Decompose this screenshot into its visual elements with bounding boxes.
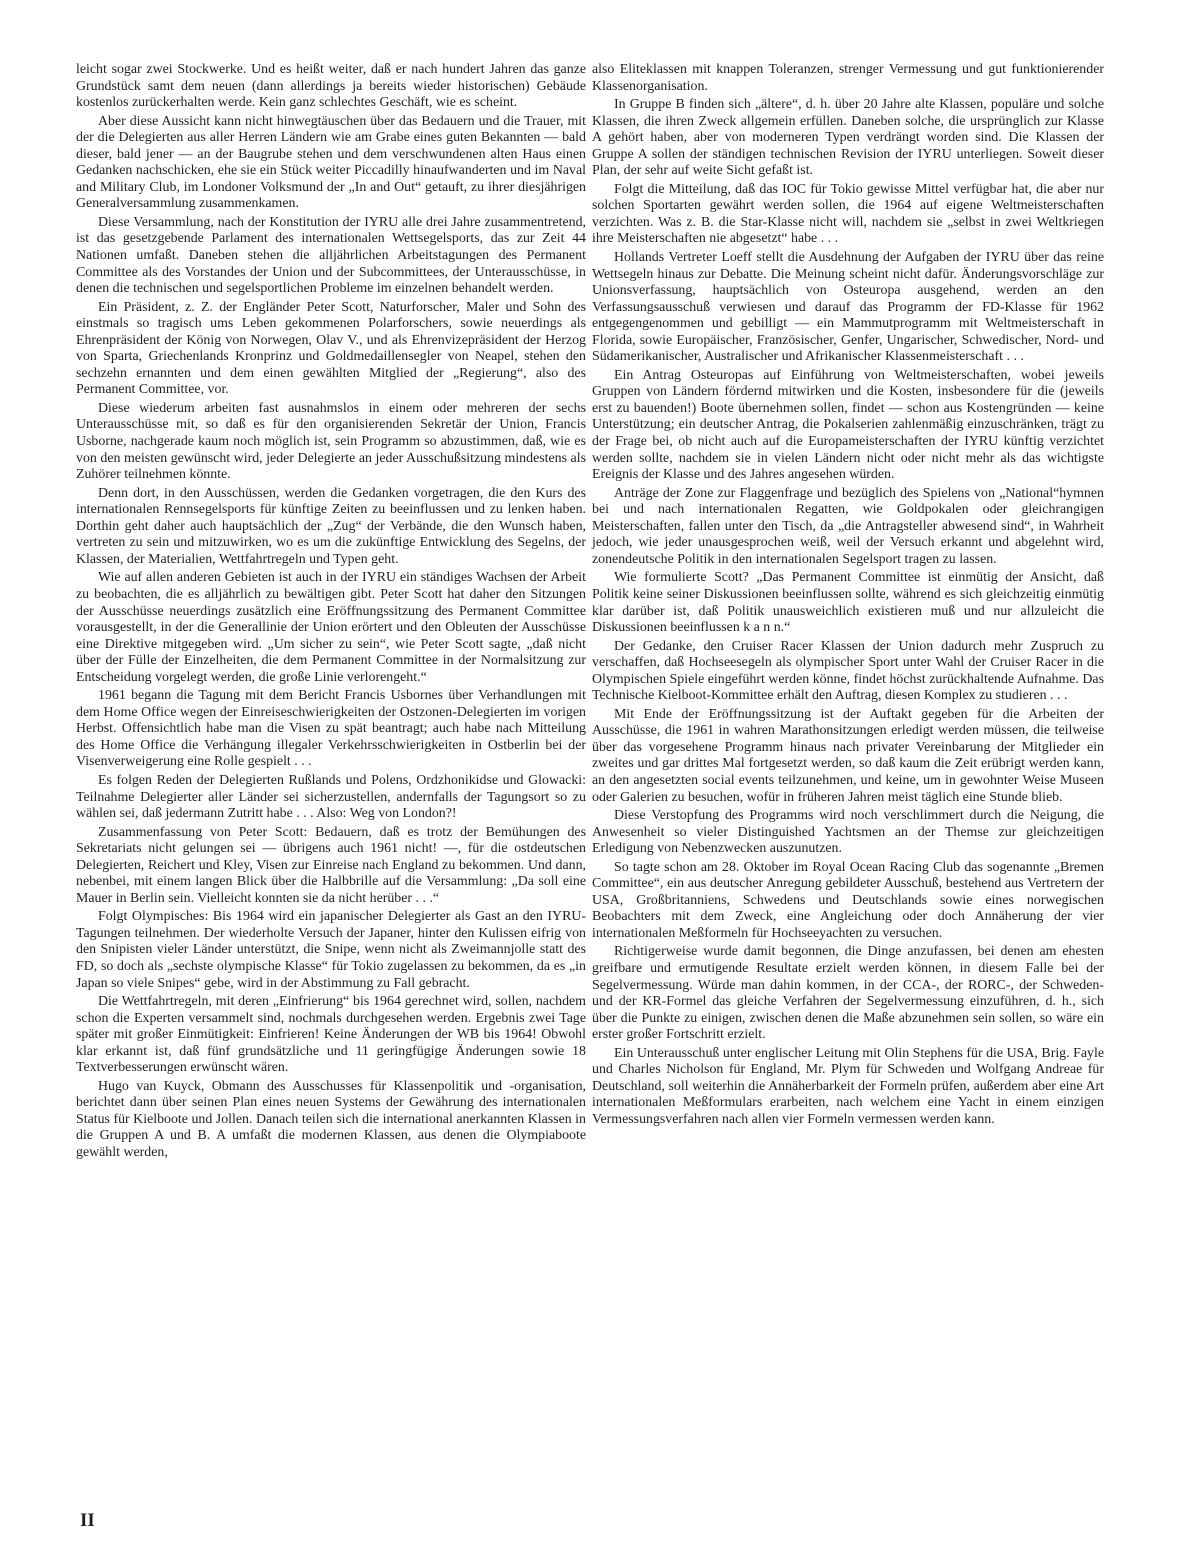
paragraph: Richtigerweise wurde damit begonnen, die Dinge anzufassen, bei denen am ehesten greifbare und ermutigende Resultate erzielt werden können, in diesem Falle bei der Segelvermessung. Würde man dahin kommen, in der CCA-, der RORC-, der Schweden- und der KR-Formel das gleiche Verfahren der Segelvermessung einzuführen, d. h., sich über die Punkte zu einigen, zwischen denen die Maße abzunehmen sein sollen, so wäre ein erster großer Fortschritt erzielt. xyxy=(592,944,1104,1043)
paragraph: Diese Verstopfung des Programms wird noch verschlimmert durch die Neigung, die Anwesenheit so vieler Distinguished Yachtsmen an der Themse zur gleichzeitigen Erledigung von Nebenzwecken auszunutzen. xyxy=(592,808,1104,857)
paragraph: also Eliteklassen mit knappen Toleranzen, strenger Vermessung und gut funktionierender Klassenorganisation. xyxy=(592,62,1104,94)
paragraph: Die Wettfahrtregeln, mit deren „Einfrierung“ bis 1964 gerechnet wird, sollen, nachdem schon die Experten versammelt sind, nochmals durchgesehen werden. Ergebnis zwei Tage später mit großer Einmütigkeit: Einfrieren! Keine Änderungen der WB bis 1964! Obwohl klar erkannt ist, daß fünf grundsätzliche und 11 geringfügige Änderungen sowie 18 Textverbesserungen erwünscht wären. xyxy=(76,994,586,1076)
paragraph: Zusammenfassung von Peter Scott: Bedauern, daß es trotz der Bemühungen des Sekretariats nicht gelungen sei — übrigens auch 1961 nicht! —, für die ostdeutschen Delegierten, Reichert und Kley, Visen zur Einreise nach England zu bekommen. Und dann, nebenbei, mit einem langen Blick über die Halbbrille auf die Versammlung: „Da soll eine Mauer in Berlin sein. Vielleicht konnten sie da nicht herüber . . .“ xyxy=(76,824,586,906)
paragraph: Anträge der Zone zur Flaggenfrage und bezüglich des Spielens von „National“hymnen bei und nach internationalen Regatten, wie Goldpokalen oder gleichrangigen Meisterschaften, fallen unter den Tisch, da „die Antragsteller abwesend sind“, in Wahrheit jedoch, wie jeder unausgesprochen weiß, weil der Versuch erkannt und abgelehnt wird, zonendeutsche Politik in den internationalen Segelsport tragen zu lassen. xyxy=(592,485,1104,567)
paragraph: Ein Präsident, z. Z. der Engländer Peter Scott, Naturforscher, Maler und Sohn des einstmals so tragisch ums Leben gekommenen Polarforschers, sowie neuerdings als Ehrenpräsident der König von Norwegen, Olav V., und als Ehrenvizepräsident der Herzog von Sparta, Griechenlands Kronprinz und Goldmedaillensegler von Neapel, stehen den sechzehn ernannten und dem einen gewählten Mitglied der „Regierung“, also des Permanent Committee, vor. xyxy=(76,299,586,398)
paragraph: Ein Unterausschuß unter englischer Leitung mit Olin Stephens für die USA, Brig. Fayle und Charles Nicholson für England, Mr. Plym für Schweden und Wolfgang Andreae für Deutschland, soll weiterhin die Annäherbarkeit der Formeln prüfen, außerdem aber eine Art internationalen Meßformulars erarbeiten, nach welchem eine Yacht in einem einzigen Vermessungsverfahren nach allen vier Formeln vermessen werden kann. xyxy=(592,1045,1104,1127)
page-number: II xyxy=(80,1510,95,1531)
paragraph: Mit Ende der Eröffnungssitzung ist der Auftakt gegeben für die Arbeiten der Ausschüsse, die 1961 in wahren Marathonsitzungen erledigt werden müssen, die teilweise über das vorgesehene Programm hinaus nach privater Vereinbarung der Mitglieder ein zweites und gar drittes Mal fortgesetzt werden, so daß kaum die Zeit erübrigt werden kann, an den angesetzten social events teilzunehmen, und keine, um in gewohnter Weise Museen oder Galerien zu besuchen, wofür in früheren Jahren meist täglich eine Stunde blieb. xyxy=(592,706,1104,805)
left-text-column xyxy=(76,62,586,1164)
paragraph: Aber diese Aussicht kann nicht hinwegtäuschen über das Bedauern und die Trauer, mit der die Delegierten aus aller Herren Ländern wie am Grabe eines guten Bekannten — bald dieser, bald jener — an der Baugrube stehen und dem verschwundenen alten Haus einen Gedanken nachschicken, ehe sie ein Stück weiter Piccadilly hinaufwanderten und im Naval and Military Club, im Londoner Volksmund der „In and Out“ getauft, zu ihrer diesjährigen Generalversammlung zusammenkamen. xyxy=(76,113,586,212)
paragraph: leicht sogar zwei Stockwerke. Und es heißt weiter, daß er nach hundert Jahren das ganze Grundstück samt dem neuen (dann allerdings ja bereits wieder historischen) Gebäude kostenlos zurückerhalten werde. Kein ganz schlechtes Geschäft, wie es scheint. xyxy=(76,62,586,111)
paragraph: Diese wiederum arbeiten fast ausnahmslos in einem oder mehreren der sechs Unterausschüsse mit, so daß es für den organisierenden Sekretär der Union, Francis Usborne, nachgerade kaum noch möglich ist, sein Programm so abzustimmen, daß, wie es von den meisten gewünscht wird, jeder Delegierte an jeder Ausschußsitzung mindestens als Zuhörer teilnehmen könnte. xyxy=(76,400,586,483)
paragraph: Wie auf allen anderen Gebieten ist auch in der IYRU ein ständiges Wachsen der Arbeit zu beobachten, die es alljährlich zu bewältigen gibt. Peter Scott hat daher den Sitzungen der Ausschüsse neuerdings zusätzlich eine Eröffnungssitzung des Permanent Committee vorausgestellt, in der die Generallinie der Union erörtert und den Obleuten der Ausschüsse eine Direktive mitgegeben wird. „Um sicher zu sein“, wie Peter Scott sagte, „daß nicht über der Fülle der Einzelheiten, die dem Permanent Committee in der Normalsitzung zur Entscheidung vorgelegt werden, die große Linie verlorengeht.“ xyxy=(76,570,586,685)
paragraph: Hugo van Kuyck, Obmann des Ausschusses für Klassenpolitik und -organisation, berichtet dann über seinen Plan eines neuen Systems der Gewährung des internationalen Status für Kielboote und Jollen. Danach teilen sich die international anerkannten Klassen in die Gruppen A und B. A umfaßt die modernen Klassen, aus denen die Olympiaboote gewählt werden, xyxy=(76,1078,586,1160)
paragraph: So tagte schon am 28. Oktober im Royal Ocean Racing Club das sogenannte „Bremen Committee“, ein aus deutscher Anregung gebildeter Ausschuß, bestehend aus Vertretern der USA, Großbritanniens, Schwedens und Deutschlands sowie eines norwegischen Beobachters mit dem Zweck, eine Angleichung oder doch Annäherung der vier internationalen Meßformeln für Hochseeyachten zu versuchen. xyxy=(592,859,1104,941)
paragraph: 1961 begann die Tagung mit dem Bericht Francis Usbornes über Verhandlungen mit dem Home Office wegen der Einreiseschwierigkeiten der Ostzonen-Delegierten im vorigen Herbst. Offensichtlich habe man die Visen zu spät beantragt; auch habe nach Mitteilung des Home Office die Verhängung illegaler Verkehrsschwierigkeiten in Ostberlin bei der Visenverweigerung eine Rolle gespielt . . . xyxy=(76,688,586,770)
paragraph: Folgt die Mitteilung, daß das IOC für Tokio gewisse Mittel verfügbar hat, die aber nur solchen Sportarten gewährt werden sollen, die 1964 auf eigene Weltmeisterschaften verzichten. Was z. B. die Star-Klasse nicht will, nachdem sie „selbst in zwei Weltkriegen ihre Meisterschaften nie abgesetzt“ habe . . . xyxy=(592,181,1104,247)
paragraph: Diese Versammlung, nach der Konstitution der IYRU alle drei Jahre zusammentretend, ist das gesetzgebende Parlament des internationalen Wettsegelsports, das zur Zeit 44 Nationen umfaßt. Daneben stehen die alljährlichen Arbeitstagungen des Permanent Committee als des Vorstandes der Union und der Subcommittees, der Unterausschüsse, in denen die technischen und segelsportlichen Probleme im einzelnen behandelt werden. xyxy=(76,214,586,297)
paragraph: Hollands Vertreter Loeff stellt die Ausdehnung der Aufgaben der IYRU über das reine Wettsegeln hinaus zur Debatte. Die Meinung scheint nicht dafür. Änderungsvorschläge zur Unionsverfassung, hauptsächlich von Osteuropa ausgehend, werden an den Verfassungsausschuß verwiesen und darauf das Programm der FD-Klasse für 1962 entgegengenommen und gebilligt — ein Mammutprogramm mit Weltmeisterschaft in Florida, sowie Europäischer, Französischer, Genfer, Ungarischer, Schwedischer, Nord- und Südamerikanischer, Australischer und Afrikanischer Klassenmeisterschaft . . . xyxy=(592,250,1104,365)
paragraph: Folgt Olympisches: Bis 1964 wird ein japanischer Delegierter als Gast an den IYRU-Tagungen teilnehmen. Der wiederholte Versuch der Japaner, hinter den Kulissen eifrig von den Snipisten vieler Länder unterstützt, die Snipe, wenn nicht als Zweimannjolle statt des FD, so doch als „sechste olympische Klasse“ für Tokio zugelassen zu bekommen, da es „in Japan so viele Snipes“ gebe, wird in der Abstimmung zu Fall gebracht. xyxy=(76,909,586,991)
paragraph: Ein Antrag Osteuropas auf Einführung von Weltmeisterschaften, wobei jeweils Gruppen von Ländern fördernd mitwirken und die Kosten, insbesondere für die (jeweils erst zu bauenden!) Boote übernehmen sollen, findet — schon aus Kostengründen — keine Unterstützung; ein deutscher Antrag, die Pokalserien zahlenmäßig einzuschränken, trägt zu der Frage bei, ob nicht auch auf die Europameisterschaften der IYRU künftig verzichtet werden sollte, nachdem sie in vielen Ländern nicht oder nicht mehr als das wichtigste Ereignis der Klasse und des Jahres angesehen würden. xyxy=(592,367,1104,483)
paragraph: In Gruppe B finden sich „ältere“, d. h. über 20 Jahre alte Klassen, populäre und solche Klassen, die ihren Zweck allgemein erfüllen. Daneben solche, die ursprünglich zur Klasse A gehört haben, aber von moderneren Typen verdrängt worden sind. Die Klassen der Gruppe A sollen der ständigen technischen Revision der IYRU unterliegen. Soweit dieser Plan, der sehr auf weite Sicht gefaßt ist. xyxy=(592,97,1104,179)
paragraph: Es folgen Reden der Delegierten Rußlands und Polens, Ordzhonikidse und Glowacki: Teilnahme Delegierter aller Länder sei sicherzustellen, andernfalls der Tagungsort so zu wählen sei, daß jedermann Zutritt habe . . . Also: Weg von London?! xyxy=(76,772,586,822)
right-text-column xyxy=(592,62,1104,1130)
paragraph: Denn dort, in den Ausschüssen, werden die Gedanken vorgetragen, die den Kurs des internationalen Rennsegelsports für künftige Zeiten zu beeinflussen und zu lenken haben. Dorthin geht daher auch hauptsächlich der „Zug“ der Verbände, die den Wunsch haben, vertreten zu sein und mitzuwirken, wo es um die zukünftige Entwicklung des Segelns, der Klassen, der Materialien, Wettfahrtregeln und Typen geht. xyxy=(76,485,586,567)
paragraph: Wie formulierte Scott? „Das Permanent Committee ist einmütig der Ansicht, daß Politik keine seiner Diskussionen beeinflussen sollte, während es sich gleichzeitig einmütig klar darüber ist, daß Politik unausweichlich existieren muß und nur allzuleicht die Diskussionen beeinflussen k a n n.“ xyxy=(592,570,1104,636)
paragraph: Der Gedanke, den Cruiser Racer Klassen der Union dadurch mehr Zuspruch zu verschaffen, daß Hochseesegeln als olympischer Sport unter Wahl der Cruiser Racer in die Olympischen Spiele eingeführt werden könne, findet höchst zurückhaltende Aufnahme. Das Technische Kielboot-Kommittee erhält den Auftrag, diesen Komplex zu studieren . . . xyxy=(592,638,1104,704)
